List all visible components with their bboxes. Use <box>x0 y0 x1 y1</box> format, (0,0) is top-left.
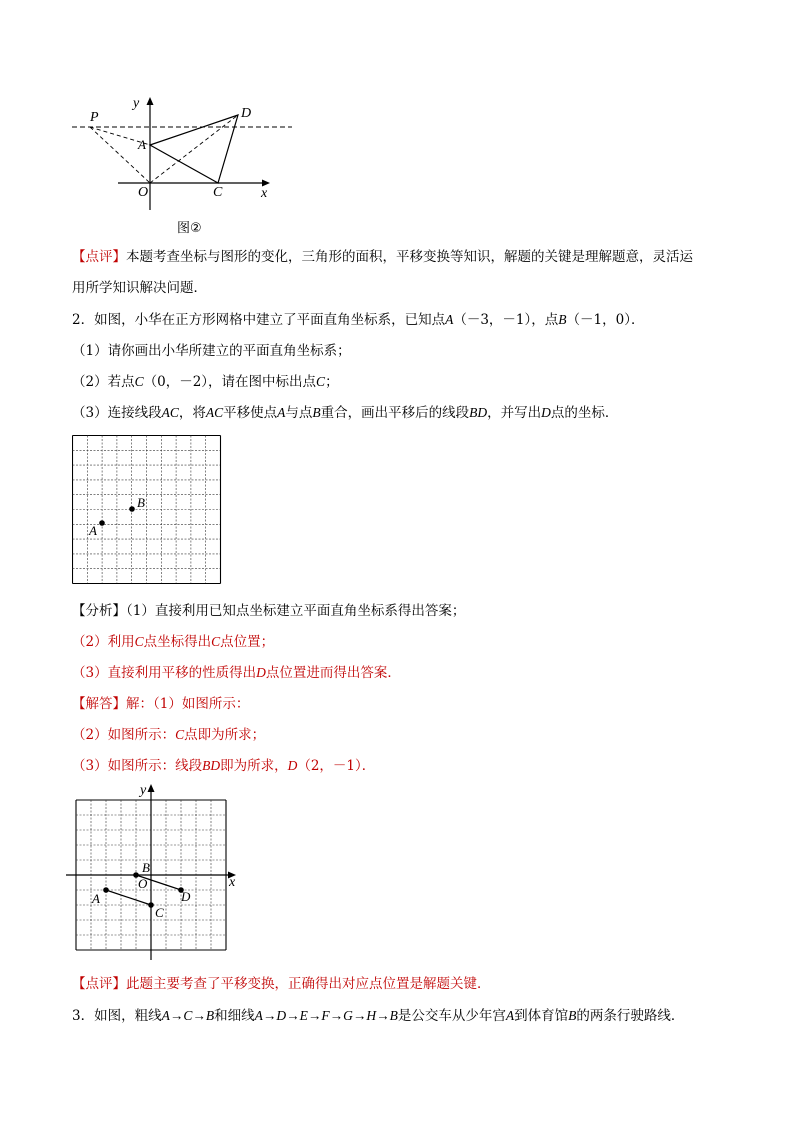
point-a: A <box>505 1008 515 1023</box>
stem-text: 和细线 <box>214 1008 255 1024</box>
part-text: （2）若点 <box>72 374 135 390</box>
part-text: 与点 <box>285 405 313 421</box>
analysis-text: 点位置进而得出答案． <box>265 665 401 681</box>
grid-2-point-C <box>148 902 154 908</box>
comment-tag: 【点评】 <box>72 976 126 992</box>
label-y: y <box>133 96 140 111</box>
part-text: （0，－2），请在图中标出点 <box>143 374 317 390</box>
solution-line-2 <box>72 726 265 744</box>
point-d: D <box>541 405 551 420</box>
solution-text: （2，－1）． <box>297 758 376 774</box>
coord-text: （－3，－1），点 <box>453 312 559 328</box>
label-A: A <box>138 137 146 152</box>
point-c: C <box>175 727 185 742</box>
part-text: ； <box>325 374 339 390</box>
solution-tag: 【解答】 <box>72 696 126 712</box>
grid-1-label-B: B <box>137 495 145 510</box>
question-2-part-2 <box>72 373 339 391</box>
point-c: C <box>211 634 221 649</box>
label-P: P <box>90 110 99 125</box>
grid-2 <box>66 780 246 960</box>
analysis-text: （2）利用 <box>72 634 135 650</box>
stem-text: 到体育馆 <box>514 1008 569 1024</box>
grid-2-label-O: O <box>138 876 148 891</box>
analysis-tag: 【分析】 <box>72 603 126 619</box>
route-thin: A→D→E→F→G→H→B <box>254 1008 398 1023</box>
analysis-text: （1）直接利用已知点坐标建立平面直角坐标系得出答案； <box>126 603 466 619</box>
part-text: 点的坐标． <box>550 405 619 421</box>
comment-1-line-1 <box>72 248 693 266</box>
analysis-text: 点位置； <box>220 634 275 650</box>
stem-text: 3．如图，粗线 <box>72 1008 162 1024</box>
comment-text: 此题主要考查了平移变换，正确得出对应点位置是解题关键． <box>126 976 491 992</box>
grid-1-label-A: A <box>89 523 97 538</box>
stem-text: 是公交车从少年宫 <box>397 1008 506 1024</box>
solution-text: 即为所求， <box>220 758 288 774</box>
coord-text: （－1，0）． <box>566 312 645 328</box>
grid-1 <box>72 435 224 585</box>
figure-2-diagram <box>70 90 300 215</box>
stem-text: 的两条行驶路线． <box>576 1008 685 1024</box>
analysis-text: 点坐标得出 <box>143 634 212 650</box>
comment-tag: 【点评】 <box>72 249 126 265</box>
solution-text: 解：（1）如图所示： <box>126 696 250 712</box>
point-a: A <box>277 405 286 420</box>
solution-text: （2）如图所示： <box>72 727 176 743</box>
question-2-part-1: （1）请你画出小华所建立的平面直角坐标系； <box>72 343 351 359</box>
dashed-OD <box>150 115 238 183</box>
analysis-line-1 <box>72 602 465 620</box>
part-text: 平移使点 <box>223 405 278 421</box>
stem-text: 2．如图，小华在正方形网格中建立了平面直角坐标系，已知点 <box>72 312 446 328</box>
solution-line-3 <box>72 757 375 775</box>
grid-2-y-axis-arrow <box>148 784 155 792</box>
part-text: ，将 <box>178 405 206 421</box>
grid-2-point-A <box>103 887 109 893</box>
point-c: C <box>316 374 326 389</box>
label-x: x <box>261 186 268 201</box>
point-d: D <box>256 665 266 680</box>
y-axis-arrow <box>147 97 154 105</box>
label-O: O <box>138 185 149 200</box>
question-3-stem <box>72 1007 684 1025</box>
point-a: A <box>445 312 454 327</box>
question-2-part-3 <box>72 404 618 422</box>
point-d: D <box>287 758 298 773</box>
part-text: 重合，画出平移后的线段 <box>320 405 470 421</box>
dashed-PO <box>90 127 150 183</box>
part-text: （3）连接线段 <box>72 405 162 421</box>
solution-text: 点即为所求； <box>184 727 266 743</box>
point-b: B <box>558 312 567 327</box>
segment-bd: BD <box>469 405 488 420</box>
route-thick: A→C→B <box>161 1008 215 1023</box>
label-D: D <box>241 106 252 121</box>
question-2-stem <box>72 311 644 329</box>
point-b: B <box>312 405 321 420</box>
segment-ac: AC <box>205 405 224 420</box>
comment-1-line-2: 用所学知识解决问题． <box>72 280 207 296</box>
comment-2-line <box>72 975 491 993</box>
segment-bd: BD <box>202 758 221 773</box>
solution-line-1 <box>72 695 249 713</box>
grid-2-label-B: B <box>142 860 150 875</box>
grid-2-label-y: y <box>140 783 147 798</box>
figure-2-caption: 图② <box>177 221 202 236</box>
grid-2-label-D: D <box>181 889 191 904</box>
point-B-dot <box>129 506 135 512</box>
comment-text: 本题考查坐标与图形的变化，三角形的面积，平移变换等知识，解题的关键是理解题意，灵活运 <box>126 249 693 265</box>
grid-2-label-A: A <box>92 891 100 906</box>
solution-text: （3）如图所示：线段 <box>72 758 203 774</box>
segment-ac: AC <box>161 405 179 420</box>
point-c: C <box>134 374 144 389</box>
analysis-line-2 <box>72 633 274 651</box>
segment-AC <box>106 890 151 905</box>
point-c: C <box>134 634 144 649</box>
point-A-dot <box>99 520 105 526</box>
label-C: C <box>213 185 223 200</box>
analysis-line-3 <box>72 664 401 682</box>
analysis-text: （3）直接利用平移的性质得出 <box>72 665 257 681</box>
point-b: B <box>568 1008 577 1023</box>
grid-2-label-C: C <box>155 905 164 920</box>
grid-1-lines <box>73 436 221 584</box>
part-text: ，并写出 <box>487 405 542 421</box>
grid-2-label-x: x <box>229 875 236 890</box>
